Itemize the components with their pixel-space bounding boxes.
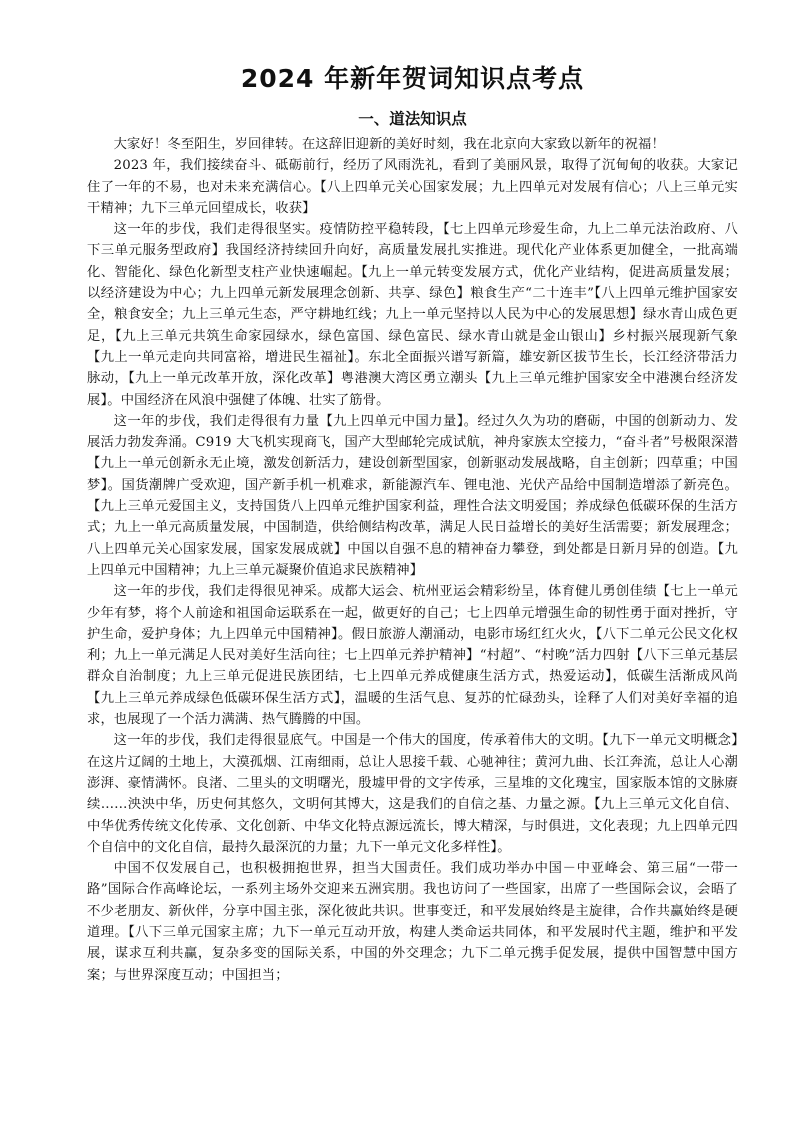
section-heading: 一、道法知识点: [358, 110, 467, 128]
paragraph-spirited-steps: 这一年的步伐，我们走得很见神采。成都大运会、杭州亚运会精彩纷呈，体育健儿勇创佳绩【七上一单元少年有梦，将个人前途和祖国命运联系在一起，做更好的自己；七上四单元增强生命的韧性勇于面对挫折，守护生命，爱护身体；九上四单元中国精神】。假日旅游人潮涌动，电影市场红红火火，【八下二单元公民文化权利；九上一单元满足人民对美好生活向往；七上四单元养护精神】“村超”、“村晚”活力四射【八下三单元基层群众自治制度；九上三单元促进民族团结，七上四单元养成健康生活方式，热爱运动】，低碳生活渐成风尚【九上三单元养成绿色低碳环保生活方式】，温暖的生活气息、复苏的忙碌劲头，诠释了人们对美好幸福的追求，也展现了一个活力满满、热气腾腾的中国。: [87, 584, 738, 728]
document-title: 2024 年新年贺词知识点考点: [240, 64, 585, 93]
paragraph-confident-steps: 这一年的步伐，我们走得很显底气。中国是一个伟大的国度，传承着伟大的文明。【九下一单元文明概念】在这片辽阔的土地上，大漠孤烟、江南细雨，总让人思接千载、心驰神往；黄河九曲、长江奔流，总让人心潮澎湃、豪情满怀。良渚、二里头的文明曙光，殷墟甲骨的文字传承，三星堆的文化瑰宝，国家版本馆的文脉赓续……泱泱中华，历史何其悠久，文明何其博大，这是我们的自信之基、力量之源。【九上三单元文化自信、中华优秀传统文化传承、文化创新、中华文化特点源远流长，博大精深，与时俱进，文化表现；九上四单元四个自信中的文化自信，最持久最深沉的力量；九下一单元文化多样性】。: [87, 733, 738, 855]
paragraph-world-responsibility: 中国不仅发展自己，也积极拥抱世界，担当大国责任。我们成功举办中国－中亚峰会、第三届“一带一路”国际合作高峰论坛，一系列主场外交迎来五洲宾朋。我也访问了一些国家，出席了一些国际会议，会晤了不少老朋友、新伙伴，分享中国主张，深化彼此共识。世事变迁，和平发展始终是主旋律，合作共赢始终是硬道理。【八下三单元国家主席；九下一单元互动开放，构建人类命运共同体，和平发展时代主题，维护和平发展，谋求互利共赢，复杂多变的国际关系，中国的外交理念；九下二单元携手促发展，提供中国智慧中国方案；与世界深度互动；中国担当；: [87, 861, 738, 983]
paragraph-solid-steps: 这一年的步伐，我们走得很坚实。疫情防控平稳转段，【七上四单元珍爱生命，九上二单元法治政府、八下三单元服务型政府】我国经济持续回升向好，高质量发展扎实推进。现代化产业体系更加健全，一批高端化、智能化、绿色化新型支柱产业快速崛起。【九上一单元转变发展方式，优化产业结构，促进高质量发展；以经济建设为中心；九上四单元新发展理念创新、共享、绿色】粮食生产“二十连丰”【八上四单元维护国家安全，粮食安全；九上三单元生态，严守耕地红线；九上一单元坚持以人民为中心的发展思想】绿水青山成色更足，【九上三单元共筑生命家园绿水，绿色富国、绿色富民、绿水青山就是金山银山】乡村振兴展现新气象【九上一单元走向共同富裕，增进民生福祉】。东北全面振兴谱写新篇，雄安新区拔节生长，长江经济带活力脉动，【九上一单元改革开放，深化改革】粤港澳大湾区勇立潮头【九上三单元维护国家安全中港澳台经济发展】。中国经济在风浪中强健了体魄、壮实了筋骨。: [87, 222, 738, 408]
paragraph-2023-summary: 2023 年，我们接续奋斗、砥砺前行，经历了风雨洗礼，看到了美丽风景，取得了沉甸甸的收获。大家记住了一年的不易，也对未来充满信心。【八上四单元关心国家发展；九上四单元对发展有信心；八上三单元实干精神；九下三单元回望成长，收获】: [87, 158, 738, 216]
paragraph-powerful-steps: 这一年的步伐，我们走得很有力量【九上四单元中国力量】。经过久久为功的磨砺，中国的创新动力、发展活力勃发奔涌。C919 大飞机实现商飞，国产大型邮轮完成试航，神舟家族太空接力，“奋斗者”号极限深潜【九上一单元创新永无止境，激发创新活力，建设创新型国家，创新驱动发展战略，自主创新；四草重；中国梦】。国货潮牌广受欢迎，国产新手机一机难求，新能源汽车、锂电池、光伏产品给中国制造增添了新亮色。【九上三单元爱国主义，支持国货八上四单元维护国家利益，理性合法文明爱国；养成绿色低碳环保的生活方式；九上一单元高质量发展，中国制造，供给侧结构改革，满足人民日益增长的美好生活需要；新发展理念；八上四单元关心国家发展，国家发展成就】中国以自强不息的精神奋力攀登，到处都是日新月异的创造。【九上四单元中国精神；九上三单元凝聚价值追求民族精神】: [87, 413, 738, 578]
paragraph-greeting: 大家好！冬至阳生，岁回律转。在这辞旧迎新的美好时刻，我在北京向大家致以新年的祝福！: [113, 137, 665, 152]
